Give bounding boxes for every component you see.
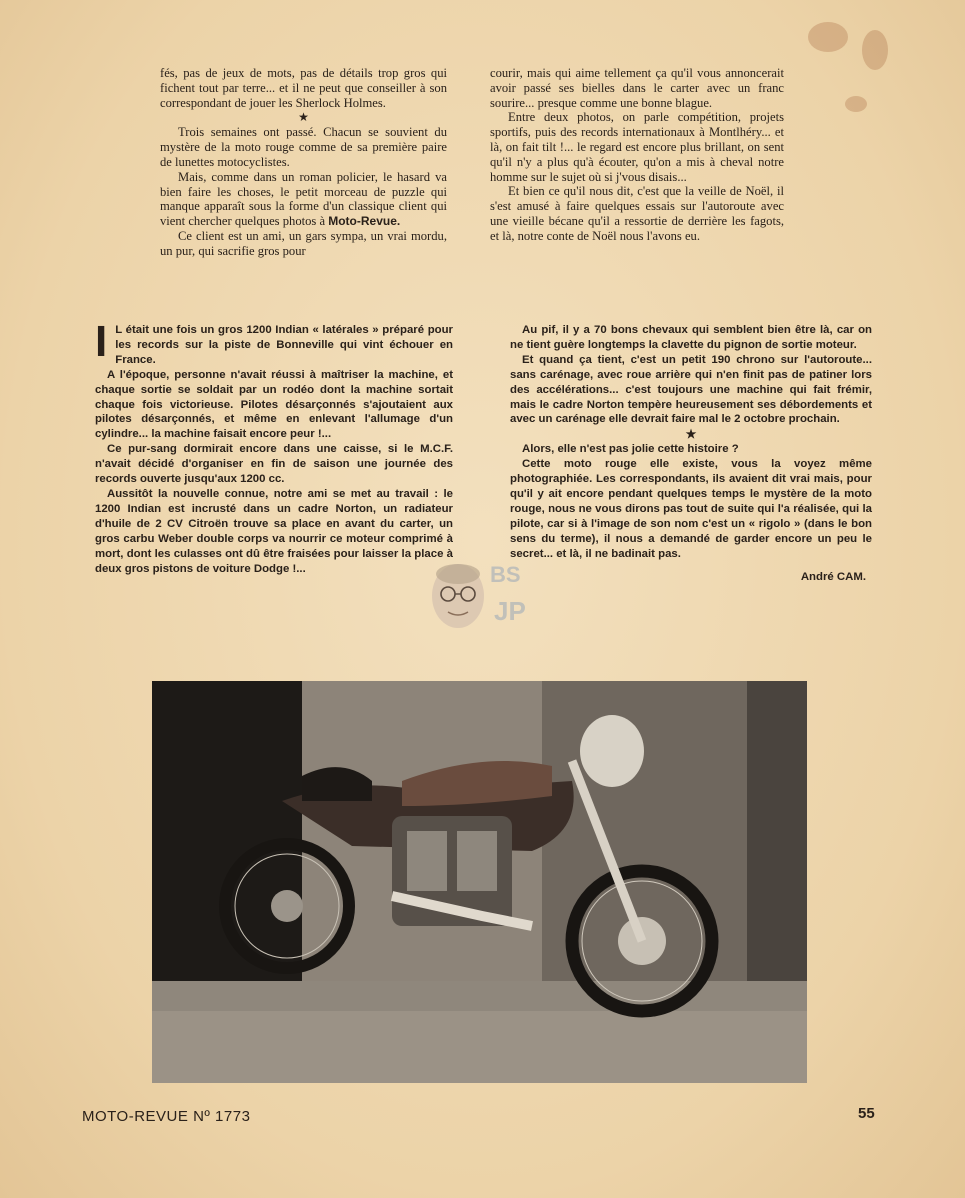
magazine-issue-footer: MOTO-REVUE Nº 1773 — [82, 1108, 251, 1125]
watermark-letters-top: BS — [490, 562, 521, 587]
paragraph: Ce pur-sang dormirait encore dans une caisse, si le M.C.F. n'avait décidé d'organiser en fin de saison une journée des records ouverte jusqu'aux 1200 cc. — [95, 443, 453, 486]
paragraph — [95, 317, 453, 368]
paragraph: Ce client est un ami, un gars sympa, un vrai mordu, un pur, qui sacrifie gros pour — [160, 228, 447, 258]
paper-stain — [845, 96, 867, 112]
paper-stain — [808, 22, 848, 52]
article-column-top-left — [160, 66, 447, 259]
paragraph: fés, pas de jeux de mots, pas de détails trop gros qui fichent tout par terre... et il ne peut que conseiller à son correspondant de jouer les Sherlock Holmes. — [160, 66, 447, 110]
motorcycle-photo — [152, 681, 807, 1083]
drop-cap: I — [95, 317, 108, 366]
paragraph: Aussitôt la nouvelle connue, notre ami se met au travail : le 1200 Indian est incrusté dans un cadre Norton, un radiateur d'huile de 2 CV Citroën trouve sa place en avant du carter, un gros carbu Weber double corps va nourrir ce moteur comprimé à mort, dont les culasses ont dû être fraisées pour laisser la place à deux gros pistons de voiture Dodge !... — [95, 487, 453, 575]
page-number: 55 — [858, 1105, 875, 1122]
paragraph: Et quand ça tient, c'est un petit 190 chrono sur l'autoroute... sans carénage, avec roue arrière qui n'en finit pas de patiner lors des accélérations... c'est toujours une machine qui fait frémir, mais le cadre Norton tempère heureusement ses débordements et avec un carénage elle devrait faire mal le 2 octobre prochain. — [510, 353, 872, 426]
paragraph-text: Mais, comme dans un roman policier, le hasard va bien faire les choses, le petit morceau de puzzle qui manque apparaît sous la forme d'un classique client qui vient chercher quelques photos à — [160, 169, 447, 229]
author-signature: André CAM. — [800, 570, 866, 583]
section-star: ★ — [298, 110, 309, 125]
paragraph — [160, 170, 447, 229]
paragraph: Entre deux photos, on parle compétition, projets sportifs, puis des records internationaux à Montlhéry... et là, on fait tilt !... le regard est encore plus brillant, on sent qu'il n'y a plus qu'à écouter, qu'on a mis à cheval notre homme sur le sujet où si j'vous disais... — [490, 110, 784, 184]
article-column-bottom-left — [95, 317, 453, 576]
paragraph: courir, mais qui aime tellement ça qu'il vous annoncerait avoir passé ses bielles dans le carter avec un franc sourire... presque comme une bonne blague. — [490, 66, 784, 110]
magazine-name: Moto-Revue. — [328, 214, 401, 229]
scanner-watermark — [428, 560, 532, 636]
watermark-letters-bottom: JP — [494, 596, 526, 626]
paragraph: A l'époque, personne n'avait réussi à maîtriser la machine, et chaque sortie se soldait par un rodéo dont la machine sortait chaque fois victorieuse. Pilotes désarçonnés s'ajoutaient aux pilotes désarçonnés, et même en enlevant l'allumage d'un cylindre... la machine faisait encore peur !... — [95, 368, 453, 441]
section-star: ★ — [685, 427, 697, 442]
motorcycle-photo-image — [152, 681, 807, 1083]
article-column-bottom-right — [510, 323, 872, 585]
article-column-top-right — [490, 66, 784, 244]
paragraph-text: L était une fois un gros 1200 Indian « latérales » préparé pour les records sur la piste de Bonneville qui vint échouer en France. — [115, 324, 453, 366]
paragraph: Au pif, il y a 70 bons chevaux qui semblent bien être là, car on ne tient guère longtemps la clavette du pignon de sortie moteur. — [510, 324, 872, 351]
paragraph: Cette moto rouge elle existe, vous la voyez même photographiée. Les correspondants, ils avaient dit vrai mais, pour qu'il y ait encore pendant quelques temps le mystère de la moto rouge, nous ne vous dirons pas tout de suite qui l'a réalisée, qui la pilote, car si à l'image de son nom c'est un « rigolo » (dans le bon sens du terme), il nous a demandé de garder encore un peu le secret... et là, il ne badinait pas. — [510, 458, 872, 560]
paper-stain — [862, 30, 888, 70]
paragraph: Alors, elle n'est pas jolie cette histoire ? — [522, 443, 739, 456]
paragraph: Et bien ce qu'il nous dit, c'est que la veille de Noël, il s'est amusé à faire quelques essais sur l'autoroute avec une vieille bécane qu'il a ressortie de derrière les fagots, et là, notre conte de Noël nous l'avons eu. — [490, 184, 784, 243]
paragraph: Trois semaines ont passé. Chacun se souvient du mystère de la moto rouge comme de sa première paire de lunettes motocyclistes. — [160, 125, 447, 169]
